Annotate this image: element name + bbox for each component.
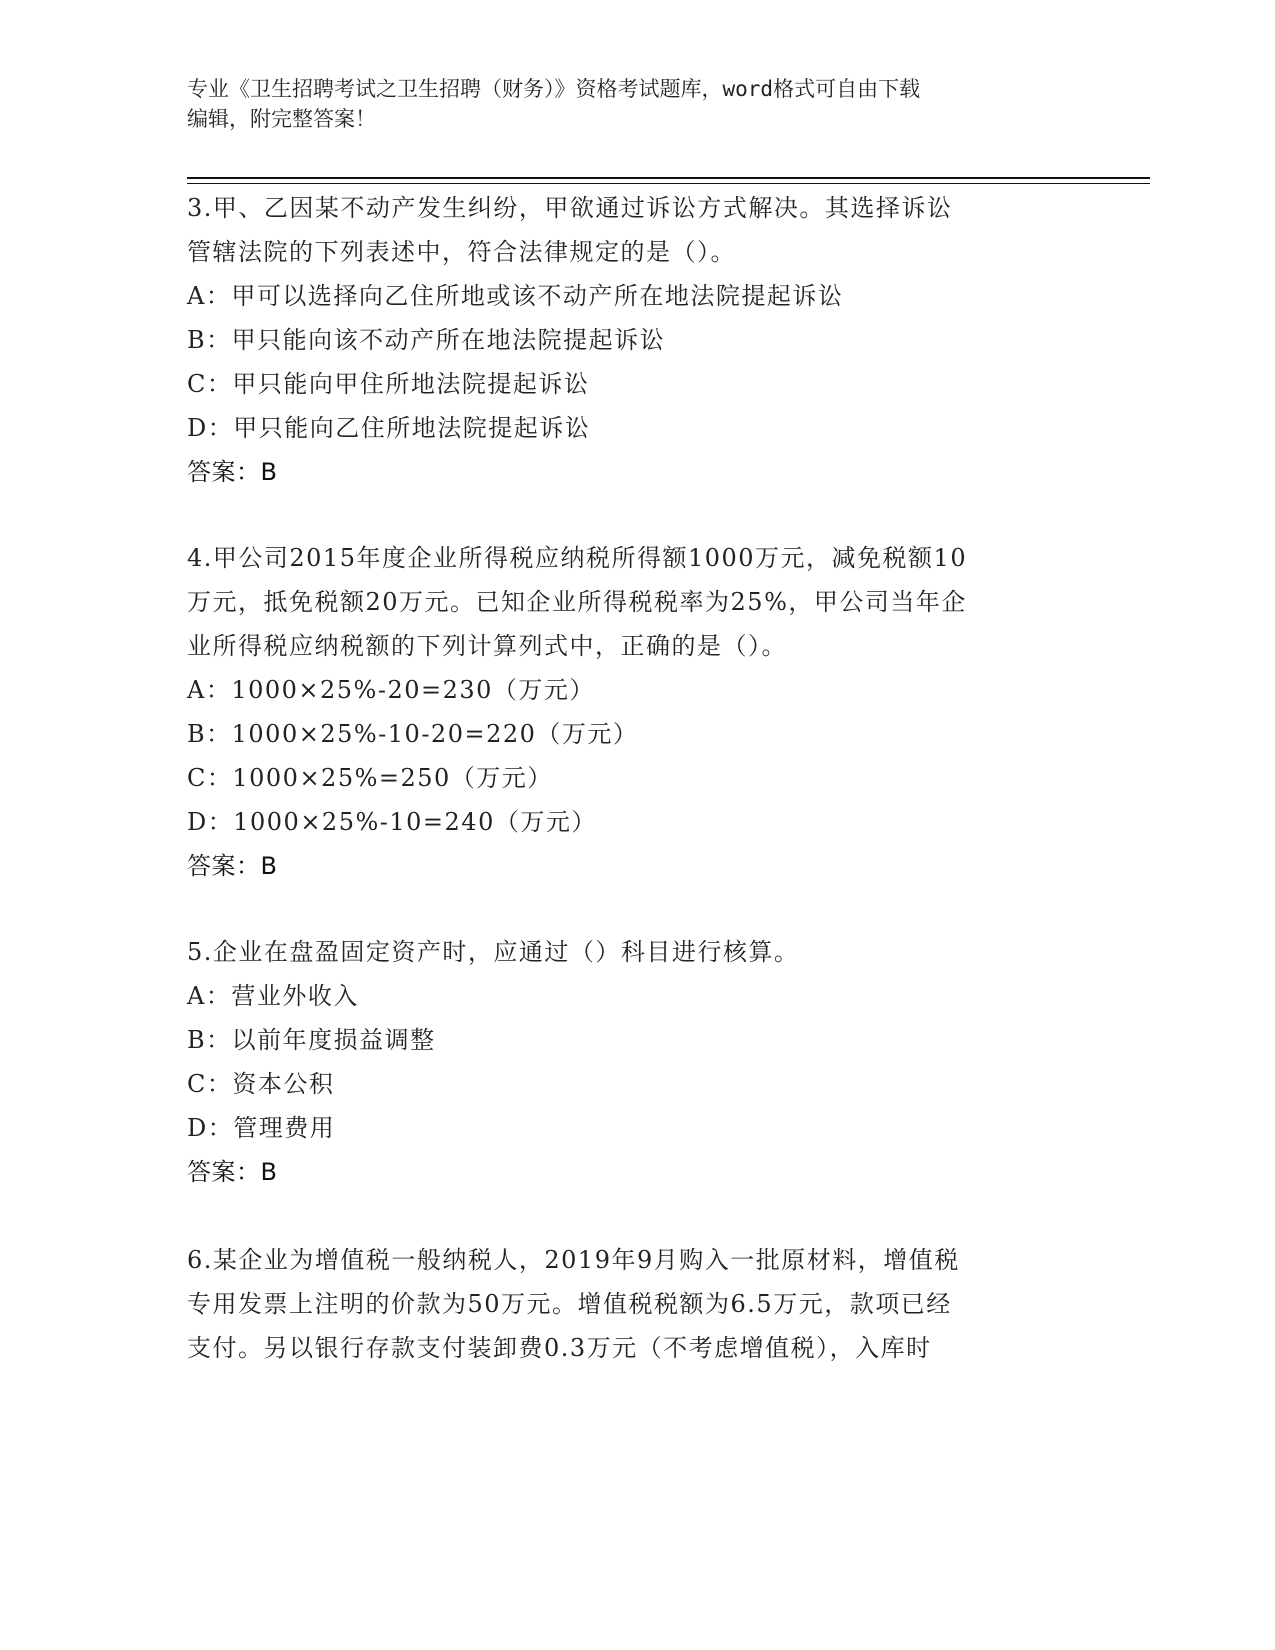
header-divider-thin xyxy=(187,183,1150,184)
question-3-option-c: C：甲只能向甲住所地法院提起诉讼 xyxy=(187,370,590,398)
question-5-option-b: B：以前年度损益调整 xyxy=(187,1026,436,1054)
question-4-option-c: C：1000×25%=250（万元） xyxy=(187,764,553,792)
question-4-option-d: D：1000×25%-10=240（万元） xyxy=(187,808,597,836)
question-5-option-a: A：营业外收入 xyxy=(187,982,359,1010)
header-line-1: 专业《卫生招聘考试之卫生招聘（财务）》资格考试题库，word格式可自由下载 xyxy=(187,77,921,101)
question-4-answer: 答案：B xyxy=(187,852,278,880)
header-divider-thick xyxy=(187,177,1150,179)
question-4-option-b: B：1000×25%-10-20=220（万元） xyxy=(187,720,639,748)
question-5-option-d: D：管理费用 xyxy=(187,1114,336,1142)
question-5-stem-line-1: 5.企业在盘盈固定资产时，应通过（）科目进行核算。 xyxy=(187,938,800,966)
question-4-stem-line-1: 4.甲公司2015年度企业所得税应纳税所得额1000万元，减免税额10 xyxy=(187,544,968,572)
question-4-stem-line-3: 业所得税应纳税额的下列计算列式中，正确的是（）。 xyxy=(187,632,787,660)
question-3-option-a: A：甲可以选择向乙住所地或该不动产所在地法院提起诉讼 xyxy=(187,282,844,310)
header-line-2: 编辑，附完整答案！ xyxy=(187,107,376,131)
question-3-stem-line-1: 3.甲、乙因某不动产发生纠纷，甲欲通过诉讼方式解决。其选择诉讼 xyxy=(187,194,953,222)
question-3-option-d: D：甲只能向乙住所地法院提起诉讼 xyxy=(187,414,591,442)
question-5-option-c: C：资本公积 xyxy=(187,1070,335,1098)
question-4-stem-line-2: 万元，抵免税额20万元。已知企业所得税税率为25%，甲公司当年企 xyxy=(187,588,967,616)
question-4-option-a: A：1000×25%-20=230（万元） xyxy=(187,676,595,704)
question-6-stem-line-3: 支付。另以银行存款支付装卸费0.3万元（不考虑增值税），入库时 xyxy=(187,1334,932,1362)
question-6-stem-line-2: 专用发票上注明的价款为50万元。增值税税额为6.5万元，款项已经 xyxy=(187,1290,952,1318)
question-3-stem-line-2: 管辖法院的下列表述中，符合法律规定的是（）。 xyxy=(187,238,736,266)
question-6-stem-line-1: 6.某企业为增值税一般纳税人，2019年9月购入一批原材料，增值税 xyxy=(187,1246,960,1274)
question-5-answer: 答案：B xyxy=(187,1158,278,1186)
document-header xyxy=(187,74,1067,134)
question-3-answer: 答案：B xyxy=(187,458,278,486)
question-3-option-b: B：甲只能向该不动产所在地法院提起诉讼 xyxy=(187,326,666,354)
